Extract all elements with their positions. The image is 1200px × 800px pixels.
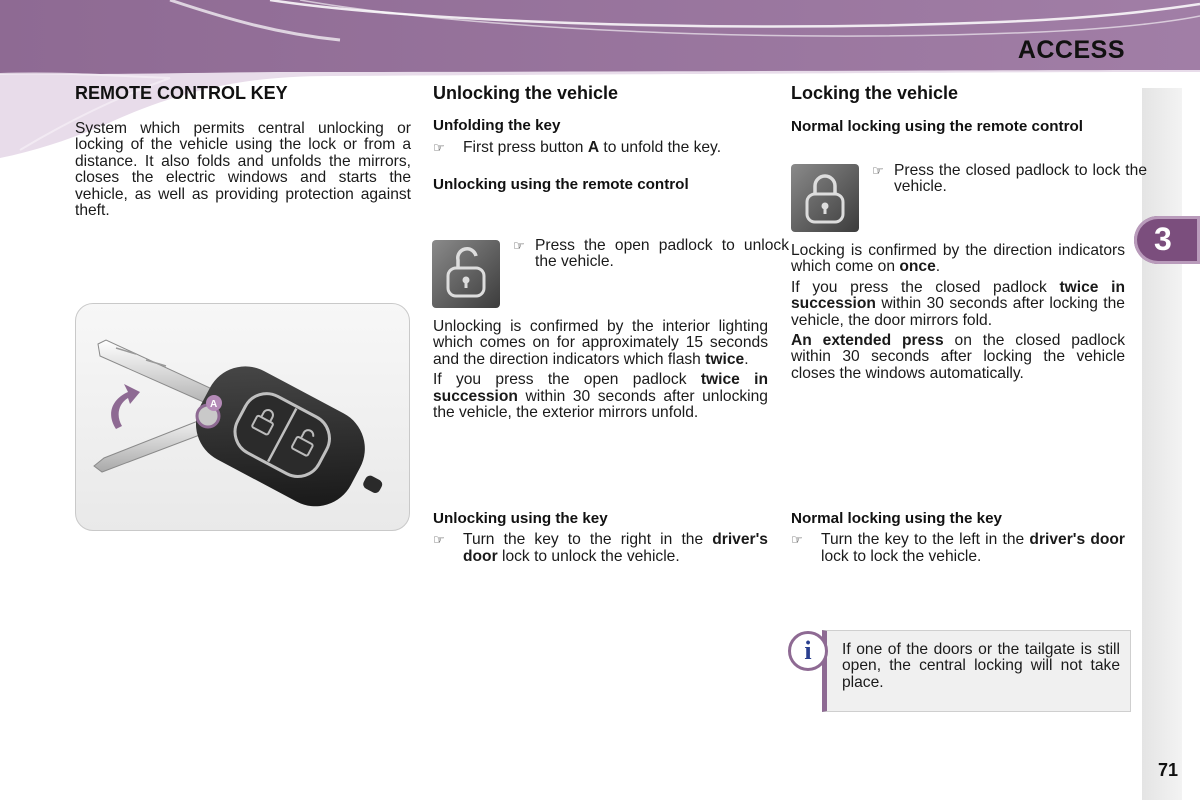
confirm-text: Unlocking is confirmed by the interior lighting which comes on for approximately 15 seconds and the direction indicators which flash	[433, 318, 768, 368]
unlock-key-heading: Unlocking using the key	[433, 510, 608, 527]
unfold-text-1: First press button	[463, 139, 584, 157]
lock-remote-instruction	[872, 163, 1147, 196]
side-strip	[1142, 88, 1182, 800]
pointing-hand-icon: ☞	[433, 140, 445, 156]
info-note-box	[822, 630, 1131, 712]
chapter-tab[interactable]	[1134, 216, 1200, 264]
rotate-arrow-icon	[111, 384, 140, 429]
padlock-closed-icon	[791, 164, 859, 232]
twice-text: If you press the closed padlock	[791, 278, 1047, 296]
unlock-confirmation-paragraph	[433, 319, 768, 368]
unlock-key-instruction	[433, 532, 768, 565]
twice-end: within 30 seconds after locking the vehicle, the door mirrors fold.	[791, 295, 1125, 329]
unlock-confirmation-block	[433, 319, 768, 421]
twice-end: within 30 seconds after unlocking the vehicle, the exterior mirrors unfold.	[433, 387, 768, 422]
column-unlocking	[433, 82, 769, 193]
confirm-end: .	[935, 258, 941, 276]
pointing-hand-icon: ☞	[872, 163, 884, 178]
info-letter: i	[804, 636, 812, 665]
lock-confirmation-paragraph	[791, 243, 1125, 276]
info-icon	[788, 631, 828, 671]
intro-paragraph: System which permits central unlocking or locking of the vehicle using the lock or from a distance. It also folds and unfolds the mirrors, closes the electric windows and starts the vehicle, as well as providing protection against theft.	[75, 120, 411, 220]
chapter-number: 3	[1154, 221, 1172, 257]
key-text: Turn the key to the right in the	[463, 531, 704, 549]
twice-bold: twice in succession	[433, 371, 768, 405]
lock-key-instruction	[791, 532, 1125, 565]
unlock-remote-instruction	[513, 238, 789, 271]
lock-key-block	[791, 511, 1125, 565]
remote-lock-heading: Normal locking using the remote control	[791, 118, 1083, 135]
page-number: 71	[1158, 760, 1179, 780]
key-bold: driver's door	[463, 531, 768, 565]
padlock-open-icon	[432, 240, 500, 308]
unfold-button: A	[587, 139, 600, 157]
key-end: lock to lock the vehicle.	[821, 547, 982, 565]
remote-key-drawing	[76, 304, 409, 530]
column-remote-control-key	[75, 82, 411, 219]
key-text: Turn the key to the left in the	[821, 531, 1025, 549]
unlock-key-block	[433, 511, 768, 565]
key-button-label: A	[210, 399, 218, 410]
confirm-text: Locking is confirmed by the direction indicators which come on	[791, 242, 1125, 276]
lock-remote-text: Press the closed padlock to lock the vehicle.	[894, 162, 1147, 196]
confirm-bold: once	[899, 258, 936, 276]
confirm-bold: twice	[705, 350, 745, 368]
section-title: ACCESS	[1017, 36, 1125, 64]
info-note-text: If one of the doors or the tailgate is still open, the central locking will not take place.	[842, 641, 1120, 691]
remote-key-illustration	[75, 303, 410, 531]
lock-key-heading: Normal locking using the key	[791, 510, 1002, 527]
remote-heading: Unlocking using the remote control	[433, 175, 689, 193]
column-title: REMOTE CONTROL KEY	[75, 83, 288, 103]
pointing-hand-icon: ☞	[433, 532, 445, 548]
unfold-text-2: to unfold the key.	[603, 139, 722, 157]
confirm-end: .	[744, 350, 749, 368]
extended-text: on the closed padlock within 30 seconds after locking the vehicle closes the windows automatically.	[791, 332, 1125, 382]
lock-confirmation-block	[791, 243, 1125, 382]
unlock-remote-text: Press the open padlock to unlock the vehicle.	[535, 237, 789, 271]
twice-text: If you press the open padlock	[433, 371, 687, 389]
pointing-hand-icon: ☞	[513, 238, 525, 253]
pointing-hand-icon: ☞	[791, 532, 803, 548]
unfold-heading: Unfolding the key	[433, 117, 561, 134]
key-bold: driver's door	[1029, 531, 1125, 549]
extended-press-paragraph	[791, 333, 1125, 382]
extended-bold: An extended press	[791, 332, 944, 350]
unfold-instruction	[433, 140, 769, 156]
column-title: Unlocking the vehicle	[433, 83, 619, 103]
column-locking	[791, 82, 1127, 135]
lock-twice-paragraph	[791, 280, 1125, 329]
unlock-twice-paragraph	[433, 372, 768, 421]
column-title: Locking the vehicle	[791, 83, 959, 103]
key-end: lock to unlock the vehicle.	[502, 547, 680, 565]
twice-bold: twice in succession	[791, 278, 1125, 313]
